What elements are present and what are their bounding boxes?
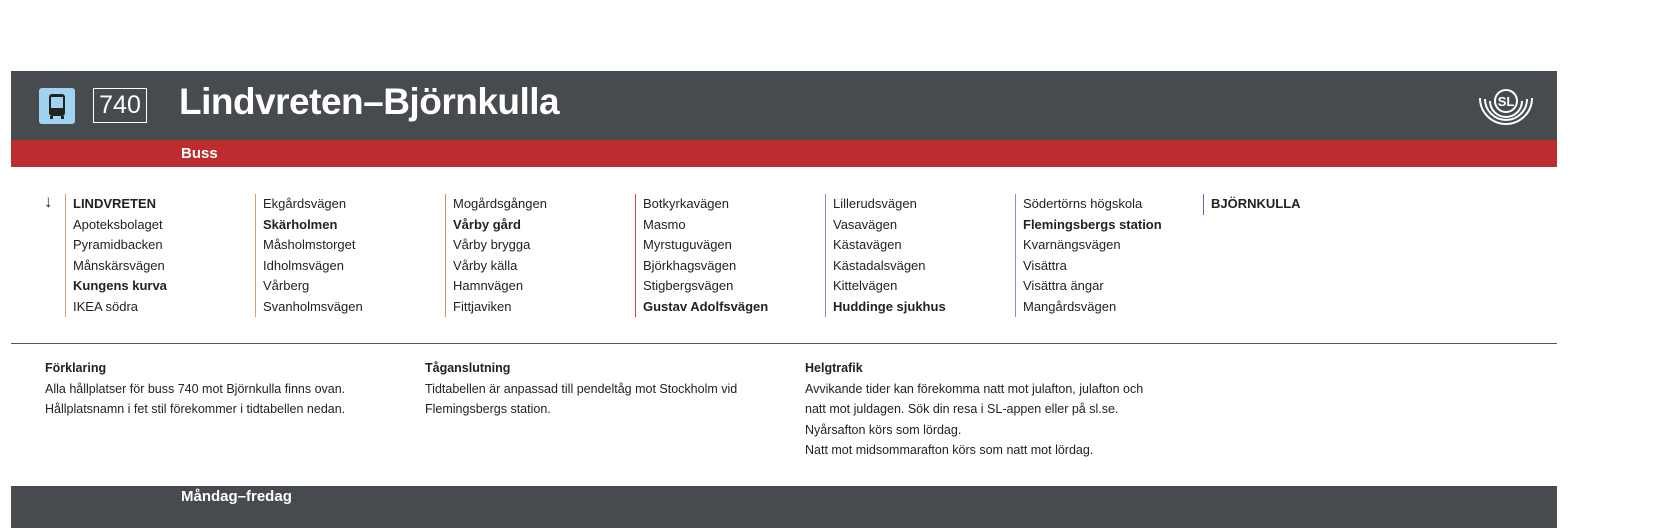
- stop-name: LINDVRETEN: [73, 196, 157, 211]
- legend-text: Nyårsafton körs som lördag.: [805, 422, 962, 437]
- stop-name: Idholmsvägen: [263, 257, 344, 273]
- header-bar: [11, 71, 1557, 140]
- stop-name: Kästadalsvägen: [833, 257, 926, 273]
- legend-text: natt mot juldagen. Sök din resa i SL-appen eller på sl.se.: [805, 402, 1119, 416]
- stop-name: Botkyrkavägen: [643, 196, 729, 211]
- legend-text: Avvikande tider kan förekomma natt mot julafton, julafton och: [805, 381, 1144, 396]
- stop-column: [1203, 194, 1301, 215]
- divider: [11, 343, 1557, 344]
- legend-section: [425, 358, 737, 420]
- stop-name: Vårby gård: [453, 216, 521, 232]
- legend-section: [805, 358, 1143, 461]
- timetable-header: [11, 486, 1557, 528]
- stop-name: Flemingsbergs station: [1023, 216, 1162, 232]
- legend-text: Natt mot midsommarafton körs som natt mot lördag.: [805, 443, 1094, 457]
- stop-name: Kvarnängsvägen: [1023, 237, 1121, 252]
- stop-column: [635, 194, 768, 317]
- stop-name: Fittjaviken: [453, 298, 512, 314]
- mode-label: Buss: [181, 145, 218, 162]
- mode-bar: [11, 140, 1557, 167]
- day-label: Måndag–fredag: [181, 488, 292, 505]
- stop-name: Visättra ängar: [1023, 278, 1104, 293]
- stop-name: Masmo: [643, 216, 686, 232]
- stop-name: Huddinge sjukhus: [833, 298, 946, 314]
- route-number: 740: [93, 88, 147, 123]
- bus-icon: [39, 88, 75, 124]
- stop-name: Björkhagsvägen: [643, 257, 737, 273]
- stop-name: Mangårdsvägen: [1023, 298, 1117, 314]
- legend-text: Tidtabellen är anpassad till pendeltåg mot Stockholm vid: [425, 381, 738, 396]
- stop-name: Kästavägen: [833, 237, 902, 252]
- stop-name: Vasavägen: [833, 216, 898, 232]
- stop-column: [445, 194, 547, 317]
- legend-title: Helgtrafik: [805, 361, 863, 375]
- legend-section: [45, 358, 345, 420]
- stop-name: Stigbergsvägen: [643, 278, 734, 293]
- stop-name: Södertörns högskola: [1023, 196, 1143, 211]
- stop-name: Pyramidbacken: [73, 237, 163, 252]
- stop-name: Kungens kurva: [73, 278, 167, 293]
- stop-name: Vårby källa: [453, 257, 518, 273]
- stop-name: Månskärsvägen: [73, 257, 165, 273]
- stop-name: Skärholmen: [263, 216, 338, 232]
- stop-name: BJÖRNKULLA: [1211, 196, 1301, 211]
- legend-text: Flemingsbergs station.: [425, 402, 551, 416]
- stop-name: Svanholmsvägen: [263, 298, 363, 314]
- legend-title: Förklaring: [45, 361, 107, 375]
- stop-name: Vårby brygga: [453, 237, 531, 252]
- stop-column: [65, 194, 167, 317]
- legend-text: Hållplatsnamn i fet stil förekommer i tidtabellen nedan.: [45, 402, 346, 416]
- stop-name: IKEA södra: [73, 298, 139, 314]
- stop-column: [825, 194, 946, 317]
- stop-column: [1015, 194, 1162, 317]
- legend-text: Alla hållplatser för buss 740 mot Björnkulla finns ovan.: [45, 381, 346, 396]
- direction-arrow-icon: ↓: [44, 192, 53, 211]
- stop-name: Apoteksbolaget: [73, 216, 163, 232]
- stop-name: Mogårdsgången: [453, 196, 547, 211]
- stop-name: Vårberg: [263, 278, 310, 293]
- stop-name: Måsholmstorget: [263, 237, 356, 252]
- stop-name: Myrstuguvägen: [643, 237, 732, 252]
- page-title: Lindvreten–Björnkulla: [179, 81, 560, 122]
- sl-logo-icon: [1476, 83, 1536, 133]
- stop-name: Hamnvägen: [453, 278, 524, 293]
- stop-name: Kittelvägen: [833, 278, 898, 293]
- svg-text:SL: SL: [1497, 94, 1515, 109]
- stop-name: Ekgårdsvägen: [263, 196, 347, 211]
- stop-name: Gustav Adolfsvägen: [643, 298, 769, 314]
- legend-title: Tåganslutning: [425, 361, 511, 375]
- stop-column: [255, 194, 363, 317]
- stop-name: Lillerudsvägen: [833, 196, 917, 211]
- stop-name: Visättra: [1023, 257, 1067, 273]
